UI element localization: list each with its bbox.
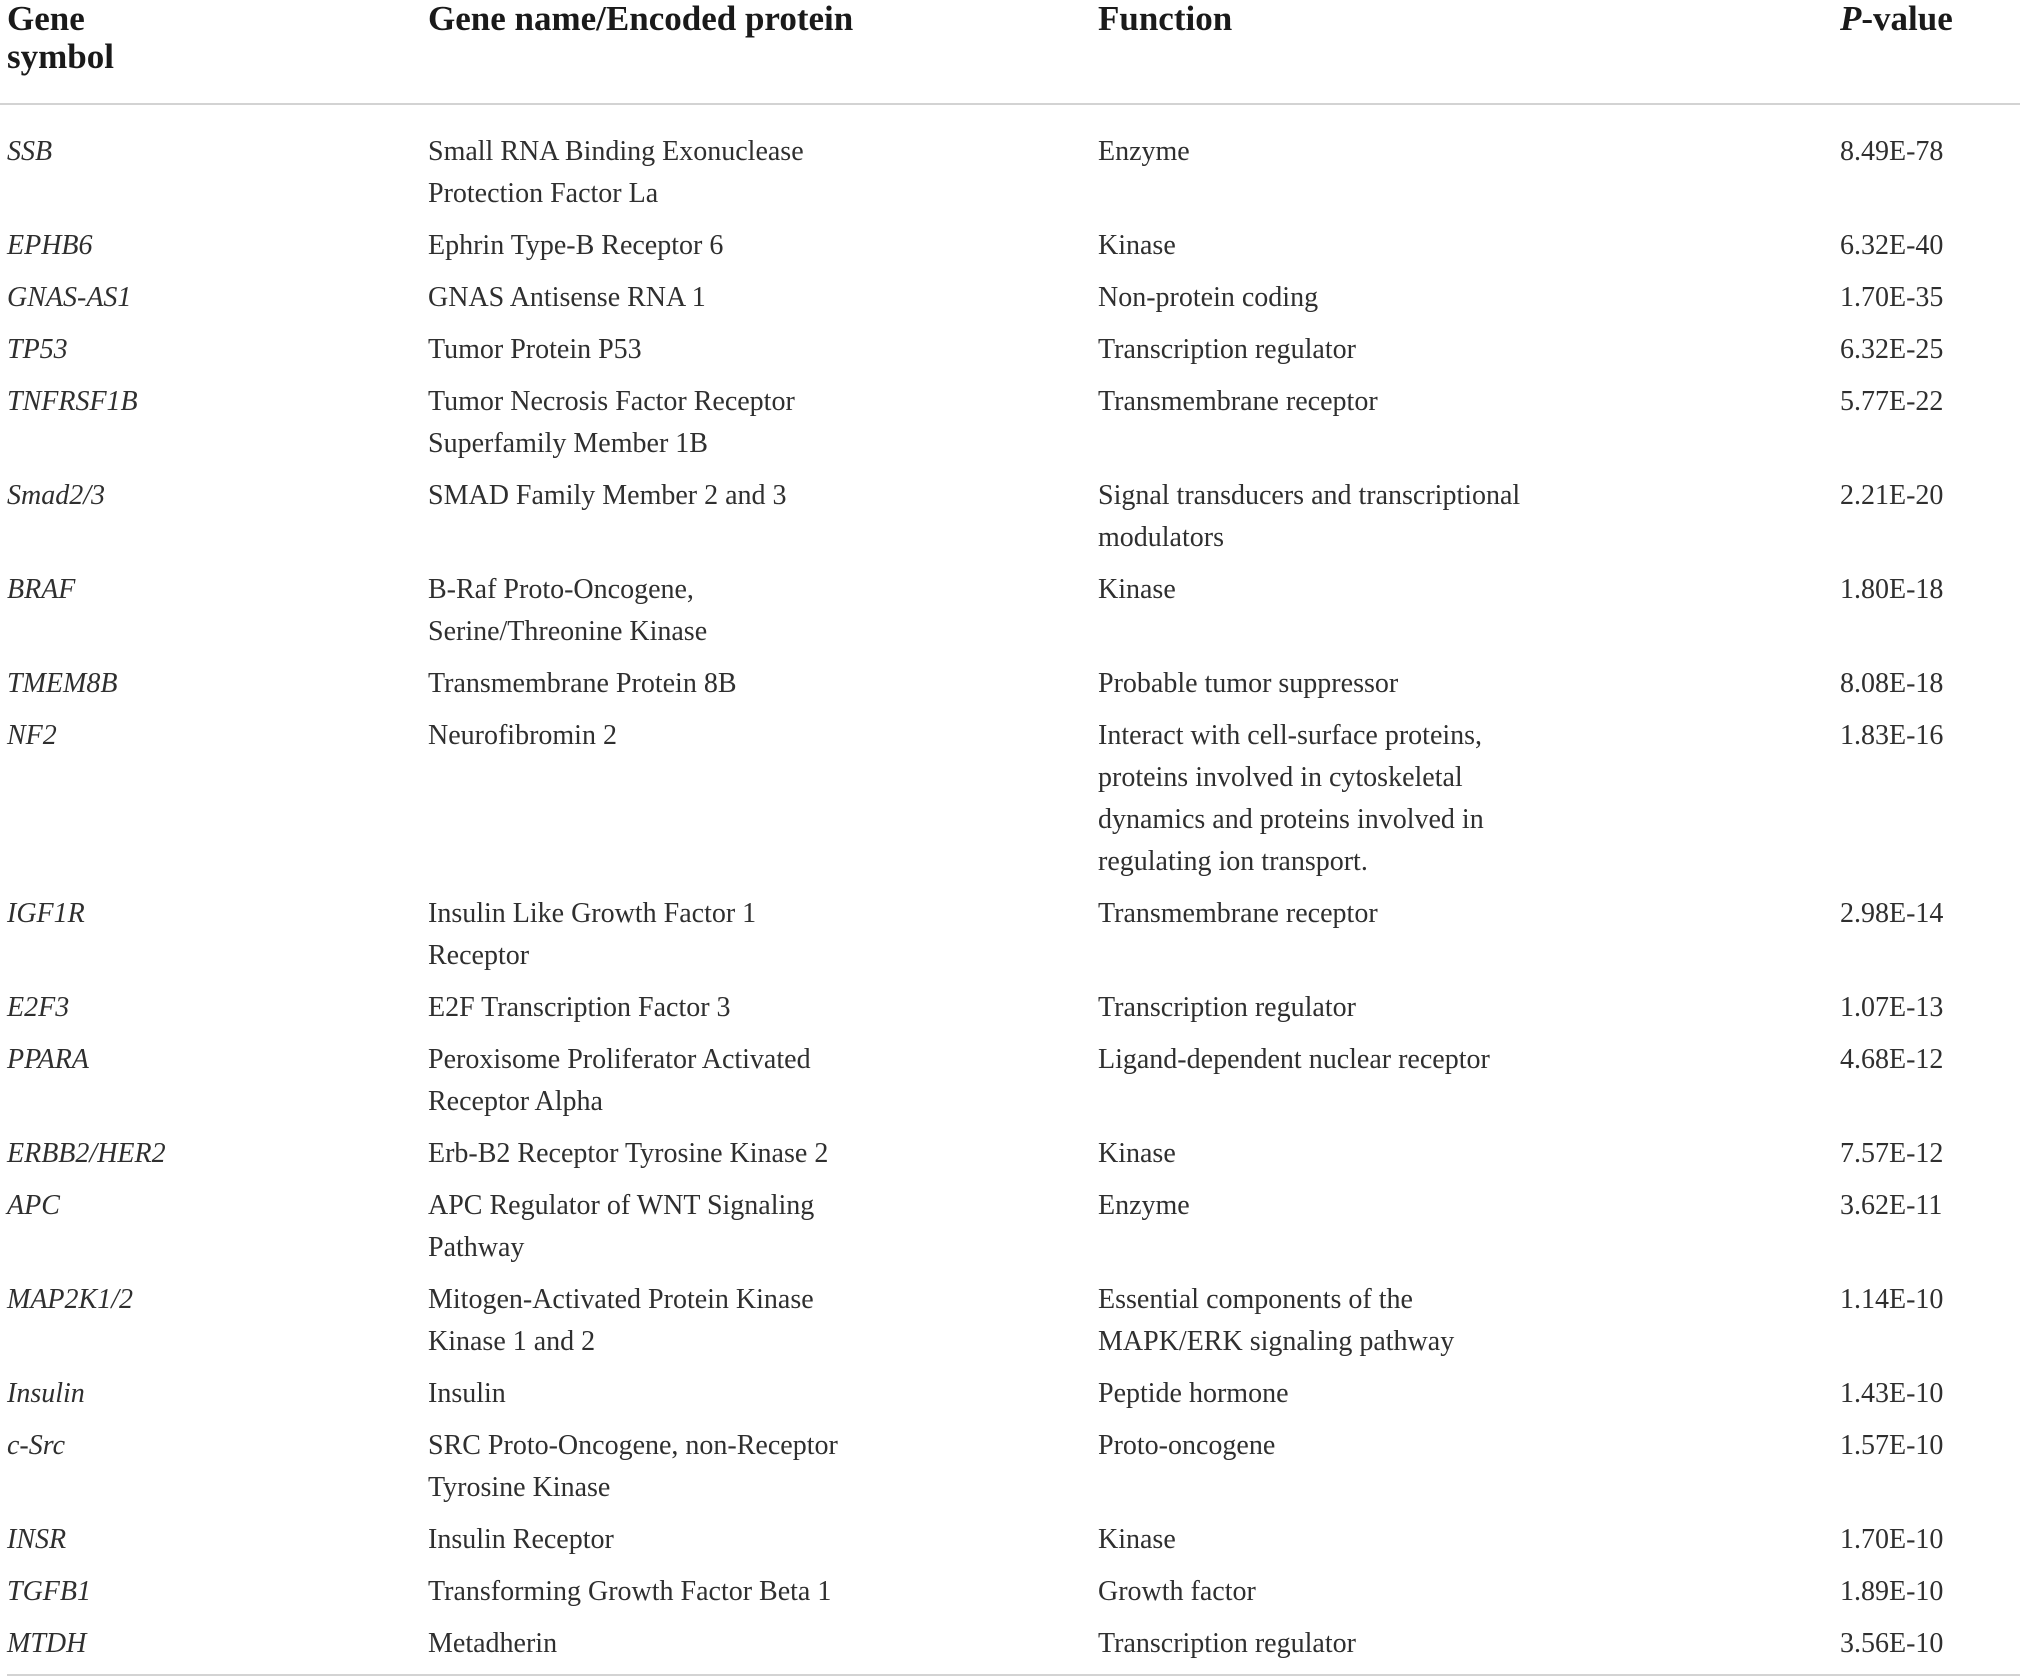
function-line: Kinase [1098,1524,1176,1555]
table-row [0,1373,2020,1425]
gene-name-cell [428,1425,1098,1519]
table-row [0,104,2020,225]
function-line: Transcription regulator [1098,334,1356,365]
gene-symbol-cell: MTDH [7,1628,87,1659]
gene-symbol-cell: Insulin [7,1378,85,1409]
gene-symbol-cell: IGF1R [7,898,85,929]
gene-name-line: Erb-B2 Receptor Tyrosine Kinase 2 [428,1138,829,1169]
gene-name-line: Insulin Receptor [428,1524,614,1555]
function-cell [1098,381,1840,475]
function-line: proteins involved in cytoskeletal [1098,762,1463,793]
p-value-cell: 5.77E-22 [1840,386,1944,417]
p-value-cell: 6.32E-25 [1840,334,1944,365]
p-value-cell: 1.57E-10 [1840,1430,1944,1461]
function-line: Ligand-dependent nuclear receptor [1098,1044,1490,1075]
table-row [0,663,2020,715]
function-line: Interact with cell-surface proteins, [1098,720,1483,751]
gene-name-cell [428,225,1098,277]
gene-name-line: Peroxisome Proliferator Activated [428,1044,811,1075]
table-row [0,381,2020,475]
p-value-cell: 3.62E-11 [1840,1190,1943,1221]
p-value-cell: 8.49E-78 [1840,136,1944,167]
gene-name-cell [428,569,1098,663]
gene-name-line: Serine/Threonine Kinase [428,616,708,647]
gene-name-cell [428,475,1098,569]
function-line: MAPK/ERK signaling pathway [1098,1326,1455,1357]
gene-symbol-cell: PPARA [7,1044,89,1075]
table-row [0,987,2020,1039]
table-row [0,1571,2020,1623]
table-row [0,329,2020,381]
header-p-value [1840,0,2020,104]
function-cell [1098,893,1840,987]
table-row [0,569,2020,663]
gene-symbol-cell: EPHB6 [7,230,93,261]
function-line: Kinase [1098,230,1176,261]
function-line: Transmembrane receptor [1098,386,1378,417]
gene-name-line: E2F Transcription Factor 3 [428,992,731,1023]
gene-symbol-cell: NF2 [7,720,57,751]
header-p-suffix: -value [1861,0,1953,38]
p-value-cell: 6.32E-40 [1840,230,1944,261]
function-cell [1098,1133,1840,1185]
function-cell [1098,1185,1840,1279]
table-header [0,0,2020,104]
gene-name-cell [428,715,1098,893]
p-value-cell: 3.56E-10 [1840,1628,1944,1659]
function-cell [1098,1623,1840,1675]
gene-symbol-cell: GNAS-AS1 [7,282,132,313]
gene-symbol-cell: TP53 [7,334,68,365]
table-row [0,715,2020,893]
function-cell [1098,1279,1840,1373]
gene-name-cell [428,1571,1098,1623]
p-value-cell: 1.70E-10 [1840,1524,1944,1555]
gene-name-line: Insulin [428,1378,506,1409]
gene-symbol-cell: TNFRSF1B [7,386,138,417]
gene-symbol-cell: ERBB2/HER2 [7,1138,166,1169]
p-value-cell: 8.08E-18 [1840,668,1944,699]
function-line: Enzyme [1098,1190,1190,1221]
gene-symbol-cell: Smad2/3 [7,480,105,511]
function-line: Non-protein coding [1098,282,1319,313]
gene-name-cell [428,1623,1098,1675]
header-gene-symbol-line2: symbol [7,37,114,76]
function-line: Signal transducers and transcriptional [1098,480,1521,511]
gene-name-cell [428,1279,1098,1373]
gene-name-line: Kinase 1 and 2 [428,1326,596,1357]
p-value-cell: 1.43E-10 [1840,1378,1944,1409]
gene-symbol-cell: TMEM8B [7,668,118,699]
gene-name-cell [428,1373,1098,1425]
p-value-cell: 1.83E-16 [1840,720,1944,751]
gene-name-line: Superfamily Member 1B [428,428,708,459]
gene-name-line: Transforming Growth Factor Beta 1 [428,1576,832,1607]
table-row [0,893,2020,987]
gene-name-cell [428,1185,1098,1279]
header-row [0,0,2020,104]
gene-symbol-cell: SSB [7,136,53,167]
table-row [0,1425,2020,1519]
gene-name-line: APC Regulator of WNT Signaling [428,1190,815,1221]
table-row [0,1279,2020,1373]
header-function: Function [1098,0,1840,104]
gene-name-line: Pathway [428,1232,525,1263]
p-value-cell: 4.68E-12 [1840,1044,1944,1075]
gene-name-line: Mitogen-Activated Protein Kinase [428,1284,814,1315]
gene-name-line: Tyrosine Kinase [428,1472,611,1503]
gene-name-cell [428,893,1098,987]
table-row [0,1185,2020,1279]
table-row [0,277,2020,329]
gene-name-line: Metadherin [428,1628,558,1659]
function-line: Peptide hormone [1098,1378,1289,1409]
p-value-cell: 2.21E-20 [1840,480,1944,511]
gene-name-line: Ephrin Type-B Receptor 6 [428,230,724,261]
gene-name-line: SMAD Family Member 2 and 3 [428,480,787,511]
gene-name-cell [428,1039,1098,1133]
gene-name-line: Insulin Like Growth Factor 1 [428,898,757,929]
gene-name-line: Tumor Necrosis Factor Receptor [428,386,795,417]
table-bottom-rule [7,1674,2020,1676]
function-line: Transmembrane receptor [1098,898,1378,929]
gene-name-line: B-Raf Proto-Oncogene, [428,574,694,605]
table-row [0,1623,2020,1675]
gene-name-line: Neurofibromin 2 [428,720,617,751]
gene-name-line: Receptor [428,940,530,971]
gene-symbol-cell: INSR [7,1524,67,1555]
gene-name-cell [428,329,1098,381]
table-body [0,104,2020,1675]
table-row [0,475,2020,569]
function-line: dynamics and proteins involved in [1098,804,1484,835]
gene-symbol-cell: APC [7,1190,60,1221]
gene-name-line: Tumor Protein P53 [428,334,642,365]
gene-name-cell [428,277,1098,329]
function-cell [1098,1373,1840,1425]
table-row [0,1133,2020,1185]
p-value-cell: 1.80E-18 [1840,574,1944,605]
gene-name-cell [428,1519,1098,1571]
p-value-cell: 7.57E-12 [1840,1138,1944,1169]
function-line: regulating ion transport. [1098,846,1368,877]
table-row [0,225,2020,277]
p-value-cell: 1.70E-35 [1840,282,1944,313]
table-row [0,1039,2020,1133]
function-cell [1098,1425,1840,1519]
function-cell [1098,1039,1840,1133]
header-p-letter: P [1840,0,1862,38]
table-row [0,1519,2020,1571]
gene-name-cell [428,1133,1098,1185]
gene-name-line: SRC Proto-Oncogene, non-Receptor [428,1430,838,1461]
function-line: Transcription regulator [1098,992,1356,1023]
function-line: Kinase [1098,574,1176,605]
gene-symbol-cell: BRAF [7,574,76,605]
gene-name-cell [428,104,1098,225]
function-cell [1098,715,1840,893]
p-value-cell: 1.14E-10 [1840,1284,1944,1315]
gene-name-line: Transmembrane Protein 8B [428,668,737,699]
function-cell [1098,277,1840,329]
function-line: Probable tumor suppressor [1098,668,1399,699]
function-line: Growth factor [1098,1576,1256,1607]
gene-name-line: Receptor Alpha [428,1086,603,1117]
function-line: Essential components of the [1098,1284,1413,1315]
function-line: Transcription regulator [1098,1628,1356,1659]
gene-name-line: GNAS Antisense RNA 1 [428,282,706,313]
function-cell [1098,104,1840,225]
gene-name-cell [428,381,1098,475]
header-gene-name: Gene name/Encoded protein [428,0,1098,104]
header-gene-symbol [0,0,428,104]
function-line: Kinase [1098,1138,1176,1169]
function-line: Proto-oncogene [1098,1430,1276,1461]
function-cell [1098,1571,1840,1623]
p-value-cell: 1.89E-10 [1840,1576,1944,1607]
header-gene-symbol-line1: Gene [7,0,85,38]
p-value-cell: 1.07E-13 [1840,992,1944,1023]
function-cell [1098,987,1840,1039]
gene-name-cell [428,663,1098,715]
gene-symbol-cell: MAP2K1/2 [7,1284,133,1315]
function-cell [1098,569,1840,663]
function-cell [1098,329,1840,381]
function-line: Enzyme [1098,136,1190,167]
p-value-cell: 2.98E-14 [1840,898,1944,929]
gene-symbol-cell: E2F3 [7,992,70,1023]
gene-name-line: Protection Factor La [428,178,659,209]
gene-symbol-cell: TGFB1 [7,1576,91,1607]
function-cell [1098,475,1840,569]
gene-symbol-cell: c-Src [7,1430,66,1461]
function-cell [1098,1519,1840,1571]
function-cell [1098,225,1840,277]
function-cell [1098,663,1840,715]
function-line: modulators [1098,522,1224,553]
gene-name-line: Small RNA Binding Exonuclease [428,136,804,167]
gene-name-cell [428,987,1098,1039]
